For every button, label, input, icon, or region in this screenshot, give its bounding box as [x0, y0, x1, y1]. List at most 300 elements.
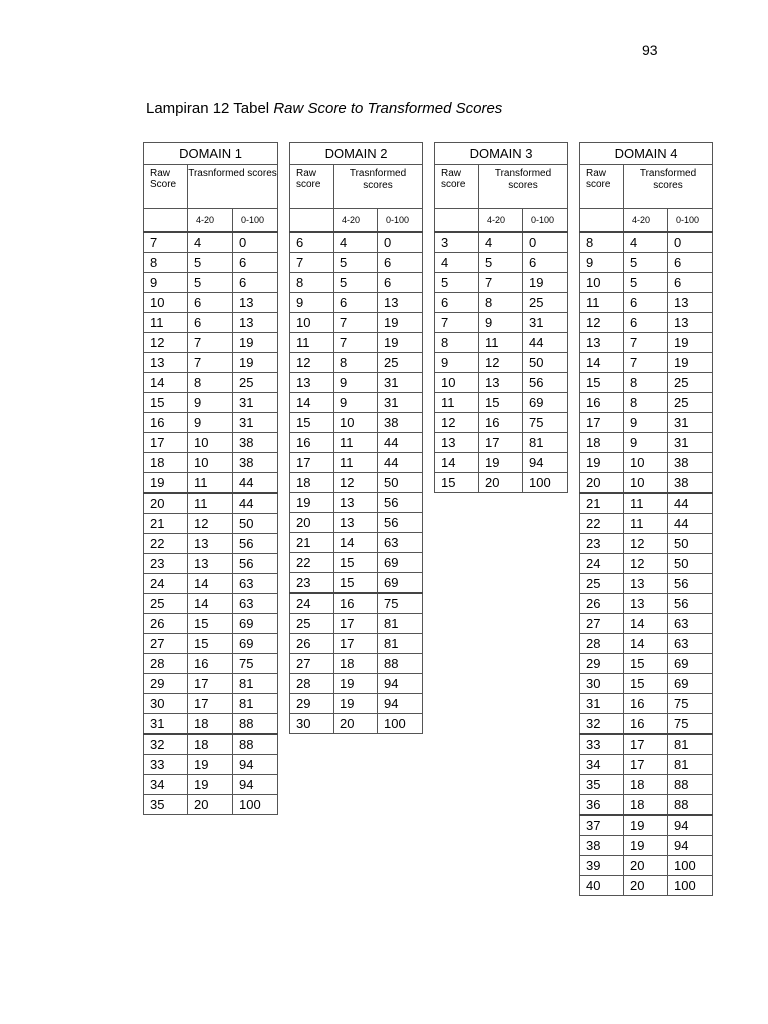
raw-score-cell: 9: [435, 353, 479, 373]
score-0-100-cell: 44: [668, 493, 713, 514]
score-4-20-cell: 19: [479, 453, 523, 473]
score-0-100-cell: 44: [233, 473, 278, 494]
score-0-100-cell: 31: [523, 313, 568, 333]
table-row: [435, 273, 568, 293]
score-4-20-cell: 15: [334, 573, 378, 594]
score-0-100-cell: 25: [668, 393, 713, 413]
table-row: [580, 333, 713, 353]
score-4-20-cell: 10: [624, 453, 668, 473]
table-row: [580, 473, 713, 494]
raw-score-cell: 22: [580, 514, 624, 534]
score-0-100-cell: 19: [523, 273, 568, 293]
raw-score-cell: 9: [144, 273, 188, 293]
score-0-100-cell: 100: [378, 714, 423, 734]
score-4-20-cell: 16: [334, 593, 378, 614]
scale-0-100-header: 0-100: [523, 209, 568, 233]
score-0-100-cell: 81: [378, 634, 423, 654]
score-0-100-cell: 88: [668, 775, 713, 795]
score-0-100-cell: 31: [233, 393, 278, 413]
score-0-100-cell: 44: [378, 433, 423, 453]
score-0-100-cell: 0: [523, 232, 568, 253]
score-0-100-cell: 6: [378, 253, 423, 273]
raw-score-header: Raw score: [580, 165, 624, 209]
score-4-20-cell: 7: [624, 333, 668, 353]
table-row: [144, 273, 278, 293]
score-4-20-cell: 16: [624, 714, 668, 735]
table-row: [435, 393, 568, 413]
raw-score-cell: 34: [144, 775, 188, 795]
raw-score-cell: 11: [580, 293, 624, 313]
score-4-20-cell: 12: [624, 554, 668, 574]
table-row: [290, 533, 423, 553]
raw-score-cell: 32: [580, 714, 624, 735]
table-row: [144, 614, 278, 634]
raw-score-cell: 12: [290, 353, 334, 373]
table-row: [290, 674, 423, 694]
score-4-20-cell: 8: [334, 353, 378, 373]
raw-score-cell: 13: [435, 433, 479, 453]
table-row: [144, 473, 278, 494]
scale-header-row: [435, 209, 568, 233]
transformed-scores-header: Trasnformed scores: [188, 165, 278, 209]
table-row: [144, 493, 278, 514]
raw-score-cell: 13: [290, 373, 334, 393]
score-0-100-cell: 31: [378, 393, 423, 413]
score-0-100-cell: 19: [233, 353, 278, 373]
score-4-20-cell: 16: [188, 654, 233, 674]
raw-score-cell: 21: [290, 533, 334, 553]
table-row: [580, 253, 713, 273]
raw-score-cell: 20: [580, 473, 624, 494]
score-4-20-cell: 20: [188, 795, 233, 815]
table-row: [290, 634, 423, 654]
raw-score-cell: 23: [290, 573, 334, 594]
raw-score-cell: 7: [144, 232, 188, 253]
score-0-100-cell: 38: [233, 433, 278, 453]
score-0-100-cell: 6: [233, 253, 278, 273]
raw-score-cell: 8: [144, 253, 188, 273]
score-0-100-cell: 75: [668, 714, 713, 735]
score-4-20-cell: 13: [188, 554, 233, 574]
table-row: [144, 393, 278, 413]
raw-score-cell: 14: [435, 453, 479, 473]
score-0-100-cell: 75: [378, 593, 423, 614]
score-0-100-cell: 56: [233, 554, 278, 574]
score-4-20-cell: 18: [188, 714, 233, 735]
score-4-20-cell: 7: [479, 273, 523, 293]
empty-header-cell: [580, 209, 624, 233]
score-0-100-cell: 19: [233, 333, 278, 353]
raw-score-cell: 25: [290, 614, 334, 634]
score-4-20-cell: 7: [188, 353, 233, 373]
score-4-20-cell: 18: [624, 795, 668, 816]
score-0-100-cell: 38: [233, 453, 278, 473]
score-0-100-cell: 63: [378, 533, 423, 553]
table-row: [580, 836, 713, 856]
table-row: [580, 453, 713, 473]
raw-score-cell: 10: [144, 293, 188, 313]
score-0-100-cell: 69: [378, 573, 423, 594]
score-0-100-cell: 75: [523, 413, 568, 433]
table-row: [580, 373, 713, 393]
raw-score-cell: 30: [580, 674, 624, 694]
score-4-20-cell: 11: [624, 493, 668, 514]
raw-score-cell: 13: [144, 353, 188, 373]
score-0-100-cell: 38: [378, 413, 423, 433]
scale-0-100-header: 0-100: [378, 209, 423, 233]
score-0-100-cell: 69: [378, 553, 423, 573]
raw-score-cell: 16: [580, 393, 624, 413]
raw-score-cell: 28: [580, 634, 624, 654]
table-row: [580, 493, 713, 514]
score-4-20-cell: 11: [624, 514, 668, 534]
score-0-100-cell: 31: [668, 433, 713, 453]
table-row: [290, 313, 423, 333]
score-0-100-cell: 56: [668, 594, 713, 614]
table-row: [144, 433, 278, 453]
score-0-100-cell: 13: [233, 293, 278, 313]
score-4-20-cell: 4: [188, 232, 233, 253]
table-row: [290, 373, 423, 393]
score-4-20-cell: 14: [188, 574, 233, 594]
table-row: [144, 253, 278, 273]
table-row: [144, 514, 278, 534]
table-row: [144, 714, 278, 735]
raw-score-cell: 22: [144, 534, 188, 554]
table-row: [580, 734, 713, 755]
score-0-100-cell: 94: [668, 815, 713, 836]
raw-score-cell: 23: [144, 554, 188, 574]
raw-score-cell: 31: [580, 694, 624, 714]
table-row: [580, 654, 713, 674]
raw-score-cell: 29: [290, 694, 334, 714]
score-4-20-cell: 13: [188, 534, 233, 554]
domain-title-row: [580, 143, 713, 165]
raw-score-cell: 19: [144, 473, 188, 494]
score-4-20-cell: 17: [188, 674, 233, 694]
table-row: [290, 593, 423, 614]
table-row: [144, 634, 278, 654]
table-row: [580, 232, 713, 253]
score-4-20-cell: 8: [624, 373, 668, 393]
raw-score-cell: 32: [144, 734, 188, 755]
domain-title: DOMAIN 2: [290, 143, 423, 165]
raw-score-cell: 21: [144, 514, 188, 534]
raw-score-cell: 19: [580, 453, 624, 473]
score-4-20-cell: 6: [188, 313, 233, 333]
raw-score-cell: 25: [144, 594, 188, 614]
score-0-100-cell: 100: [523, 473, 568, 493]
table-row: [435, 473, 568, 493]
table-row: [435, 453, 568, 473]
raw-score-cell: 39: [580, 856, 624, 876]
score-4-20-cell: 6: [188, 293, 233, 313]
raw-score-cell: 15: [580, 373, 624, 393]
table-row: [144, 333, 278, 353]
score-4-20-cell: 4: [334, 232, 378, 253]
domain-title-row: [144, 143, 278, 165]
score-0-100-cell: 44: [668, 514, 713, 534]
table-row: [580, 413, 713, 433]
score-0-100-cell: 6: [523, 253, 568, 273]
table-row: [580, 574, 713, 594]
score-0-100-cell: 19: [668, 333, 713, 353]
table-row: [580, 795, 713, 816]
score-0-100-cell: 69: [233, 634, 278, 654]
score-4-20-cell: 11: [188, 473, 233, 494]
score-0-100-cell: 13: [233, 313, 278, 333]
score-0-100-cell: 31: [233, 413, 278, 433]
table-row: [144, 353, 278, 373]
table-row: [290, 493, 423, 513]
table-row: [290, 273, 423, 293]
score-0-100-cell: 63: [233, 594, 278, 614]
score-4-20-cell: 17: [479, 433, 523, 453]
score-0-100-cell: 6: [378, 273, 423, 293]
score-4-20-cell: 14: [188, 594, 233, 614]
score-4-20-cell: 10: [188, 433, 233, 453]
score-4-20-cell: 15: [188, 634, 233, 654]
raw-score-cell: 16: [144, 413, 188, 433]
score-0-100-cell: 13: [378, 293, 423, 313]
table-row: [580, 353, 713, 373]
table-row: [290, 353, 423, 373]
table-row: [580, 313, 713, 333]
raw-score-cell: 17: [144, 433, 188, 453]
score-4-20-cell: 20: [479, 473, 523, 493]
score-0-100-cell: 94: [523, 453, 568, 473]
score-4-20-cell: 14: [624, 614, 668, 634]
table-row: [580, 694, 713, 714]
score-4-20-cell: 16: [624, 694, 668, 714]
score-4-20-cell: 6: [624, 293, 668, 313]
score-0-100-cell: 31: [378, 373, 423, 393]
score-0-100-cell: 69: [233, 614, 278, 634]
raw-score-cell: 12: [435, 413, 479, 433]
score-4-20-cell: 5: [479, 253, 523, 273]
raw-score-cell: 40: [580, 876, 624, 896]
score-0-100-cell: 88: [378, 654, 423, 674]
raw-score-cell: 27: [144, 634, 188, 654]
table-row: [290, 614, 423, 634]
score-0-100-cell: 100: [668, 876, 713, 896]
score-0-100-cell: 19: [378, 333, 423, 353]
raw-score-header: Raw Score: [144, 165, 188, 209]
table-row: [144, 734, 278, 755]
score-4-20-cell: 10: [188, 453, 233, 473]
score-4-20-cell: 5: [188, 253, 233, 273]
raw-score-cell: 30: [144, 694, 188, 714]
score-4-20-cell: 4: [624, 232, 668, 253]
table-row: [290, 513, 423, 533]
column-label-row: [435, 165, 568, 209]
score-0-100-cell: 100: [668, 856, 713, 876]
score-0-100-cell: 94: [233, 775, 278, 795]
score-4-20-cell: 5: [334, 273, 378, 293]
score-4-20-cell: 13: [624, 574, 668, 594]
score-4-20-cell: 16: [479, 413, 523, 433]
raw-score-cell: 18: [144, 453, 188, 473]
score-4-20-cell: 20: [624, 876, 668, 896]
score-4-20-cell: 11: [188, 493, 233, 514]
score-4-20-cell: 11: [479, 333, 523, 353]
score-4-20-cell: 15: [188, 614, 233, 634]
score-0-100-cell: 25: [233, 373, 278, 393]
table-row: [435, 313, 568, 333]
score-0-100-cell: 81: [378, 614, 423, 634]
score-4-20-cell: 13: [624, 594, 668, 614]
table-row: [290, 253, 423, 273]
table-row: [290, 333, 423, 353]
score-0-100-cell: 56: [668, 574, 713, 594]
table-row: [580, 674, 713, 694]
score-0-100-cell: 25: [668, 373, 713, 393]
raw-score-cell: 22: [290, 553, 334, 573]
page-number: 93: [642, 42, 658, 58]
table-row: [144, 554, 278, 574]
table-row: [144, 313, 278, 333]
domain-title: DOMAIN 1: [144, 143, 278, 165]
raw-score-cell: 11: [435, 393, 479, 413]
score-4-20-cell: 19: [334, 694, 378, 714]
table-row: [290, 232, 423, 253]
score-0-100-cell: 38: [668, 453, 713, 473]
raw-score-cell: 8: [580, 232, 624, 253]
scale-header-row: [580, 209, 713, 233]
table-row: [580, 293, 713, 313]
domain-1-table: [143, 142, 278, 815]
score-0-100-cell: 50: [378, 473, 423, 493]
table-row: [290, 694, 423, 714]
score-0-100-cell: 81: [523, 433, 568, 453]
transformed-scores-header: Trasnformed scores: [334, 165, 423, 209]
table-row: [290, 293, 423, 313]
score-0-100-cell: 63: [668, 634, 713, 654]
table-row: [580, 534, 713, 554]
score-4-20-cell: 17: [334, 634, 378, 654]
score-0-100-cell: 56: [233, 534, 278, 554]
score-4-20-cell: 13: [479, 373, 523, 393]
score-0-100-cell: 94: [668, 836, 713, 856]
score-0-100-cell: 6: [233, 273, 278, 293]
score-4-20-cell: 9: [624, 413, 668, 433]
table-row: [144, 453, 278, 473]
score-0-100-cell: 19: [378, 313, 423, 333]
score-4-20-cell: 14: [334, 533, 378, 553]
raw-score-cell: 28: [290, 674, 334, 694]
score-0-100-cell: 0: [668, 232, 713, 253]
score-0-100-cell: 75: [668, 694, 713, 714]
score-4-20-cell: 19: [624, 815, 668, 836]
table-row: [435, 413, 568, 433]
raw-score-cell: 15: [435, 473, 479, 493]
table-row: [435, 293, 568, 313]
score-0-100-cell: 94: [378, 694, 423, 714]
empty-header-cell: [435, 209, 479, 233]
table-row: [580, 714, 713, 735]
score-4-20-cell: 19: [334, 674, 378, 694]
raw-score-header: Raw score: [290, 165, 334, 209]
raw-score-cell: 24: [290, 593, 334, 614]
score-0-100-cell: 75: [233, 654, 278, 674]
score-4-20-cell: 18: [188, 734, 233, 755]
score-0-100-cell: 56: [378, 493, 423, 513]
raw-score-cell: 33: [144, 755, 188, 775]
table-row: [290, 413, 423, 433]
domain-title: DOMAIN 3: [435, 143, 568, 165]
table-row: [580, 514, 713, 534]
score-0-100-cell: 6: [668, 253, 713, 273]
raw-score-cell: 20: [144, 493, 188, 514]
score-4-20-cell: 4: [479, 232, 523, 253]
raw-score-cell: 11: [290, 333, 334, 353]
raw-score-cell: 12: [580, 313, 624, 333]
score-0-100-cell: 56: [378, 513, 423, 533]
raw-score-cell: 26: [580, 594, 624, 614]
score-4-20-cell: 11: [334, 433, 378, 453]
table-row: [435, 373, 568, 393]
score-0-100-cell: 88: [668, 795, 713, 816]
score-0-100-cell: 88: [233, 714, 278, 735]
raw-score-cell: 34: [580, 755, 624, 775]
table-row: [435, 433, 568, 453]
raw-score-cell: 24: [580, 554, 624, 574]
scale-header-row: [290, 209, 423, 233]
score-0-100-cell: 50: [668, 554, 713, 574]
scale-4-20-header: 4-20: [188, 209, 233, 233]
caption-prefix: Lampiran 12 Tabel: [146, 100, 274, 117]
score-0-100-cell: 50: [523, 353, 568, 373]
score-0-100-cell: 6: [668, 273, 713, 293]
score-4-20-cell: 15: [624, 654, 668, 674]
raw-score-cell: 7: [435, 313, 479, 333]
score-4-20-cell: 9: [188, 413, 233, 433]
table-row: [144, 293, 278, 313]
score-4-20-cell: 14: [624, 634, 668, 654]
column-label-row: [580, 165, 713, 209]
score-0-100-cell: 88: [233, 734, 278, 755]
raw-score-cell: 36: [580, 795, 624, 816]
score-4-20-cell: 9: [624, 433, 668, 453]
table-row: [144, 755, 278, 775]
raw-score-cell: 10: [580, 273, 624, 293]
raw-score-cell: 7: [290, 253, 334, 273]
table-row: [435, 232, 568, 253]
raw-score-cell: 11: [144, 313, 188, 333]
raw-score-cell: 18: [580, 433, 624, 453]
scale-4-20-header: 4-20: [334, 209, 378, 233]
score-0-100-cell: 81: [233, 694, 278, 714]
table-row: [435, 253, 568, 273]
score-4-20-cell: 20: [624, 856, 668, 876]
table-row: [144, 373, 278, 393]
raw-score-cell: 35: [144, 795, 188, 815]
table-row: [580, 594, 713, 614]
raw-score-cell: 5: [435, 273, 479, 293]
raw-score-cell: 18: [290, 473, 334, 493]
raw-score-cell: 9: [580, 253, 624, 273]
score-0-100-cell: 81: [668, 755, 713, 775]
table-row: [290, 714, 423, 734]
table-row: [144, 694, 278, 714]
score-0-100-cell: 50: [668, 534, 713, 554]
scale-0-100-header: 0-100: [668, 209, 713, 233]
table-row: [435, 353, 568, 373]
score-0-100-cell: 0: [233, 232, 278, 253]
raw-score-cell: 35: [580, 775, 624, 795]
table-row: [580, 856, 713, 876]
score-4-20-cell: 19: [188, 755, 233, 775]
